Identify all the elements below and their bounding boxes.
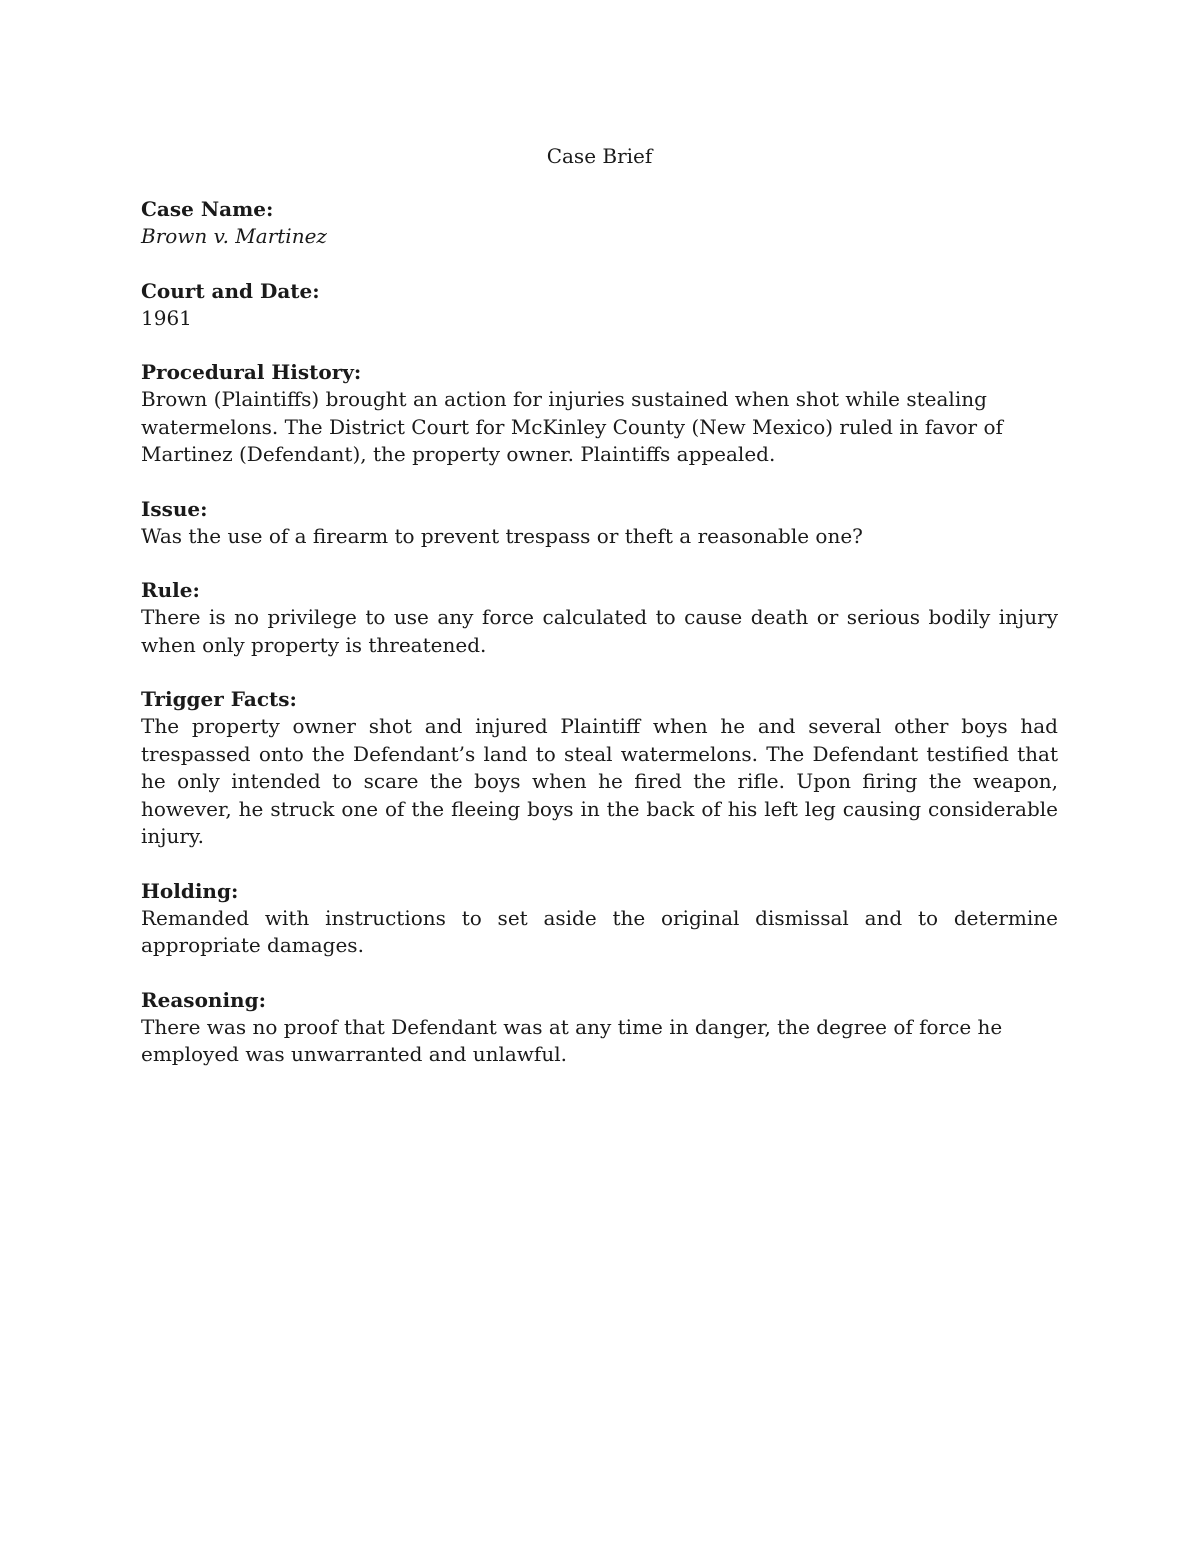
issue-text: Was the use of a firearm to prevent trespass or theft a reasonable one? [141, 523, 863, 548]
section-heading: Case Name: [141, 197, 274, 221]
section-holding [141, 877, 1058, 960]
section-issue [141, 495, 1058, 551]
trigger-facts-text: The property owner shot and injured Plaintiff when he and several other boys had trespassed onto the Defendant’s land to steal watermelons. The Defendant testified that he only intended to scare the boys when he fired the rifle. Upon firing the weapon, however, he struck one of the fleeing boys in the back of his left leg causing considerable injury. [141, 714, 1058, 848]
court-date-text: 1961 [141, 305, 192, 330]
section-heading: Rule: [141, 578, 200, 602]
section-reasoning [141, 986, 1058, 1069]
section-heading: Reasoning: [141, 987, 266, 1012]
holding-text: Remanded with instructions to set aside the original dismissal and to determine appropriate damages. [141, 905, 1058, 957]
section-rule [141, 576, 1058, 659]
procedural-history-text: Brown (Plaintiffs) brought an action for injuries sustained when shot while stealing watermelons. The District Court for McKinley County (New Mexico) ruled in favor of Martinez (Defendant), the property owner. Plaintiffs appealed. [141, 387, 1003, 466]
rule-text: There is no privilege to use any force calculated to cause death or serious bodily injury when only property is threatened. [141, 605, 1058, 657]
section-heading: Issue: [141, 496, 208, 521]
document-page [141, 142, 1058, 1095]
section-heading: Holding: [141, 878, 239, 903]
section-heading: Trigger Facts: [141, 687, 297, 711]
section-case-name [141, 195, 1058, 251]
document-title: Case Brief [546, 144, 653, 168]
section-trigger-facts [141, 685, 1058, 851]
section-procedural-history [141, 358, 1058, 469]
reasoning-text: There was no proof that Defendant was at any time in danger, the degree of force he employed was unwarranted and unlawful. [141, 1014, 1003, 1066]
section-heading: Procedural History: [141, 360, 362, 384]
section-court-and-date [141, 277, 1058, 333]
case-name-text: Brown v. Martinez [141, 224, 327, 248]
section-heading: Court and Date: [141, 278, 320, 303]
